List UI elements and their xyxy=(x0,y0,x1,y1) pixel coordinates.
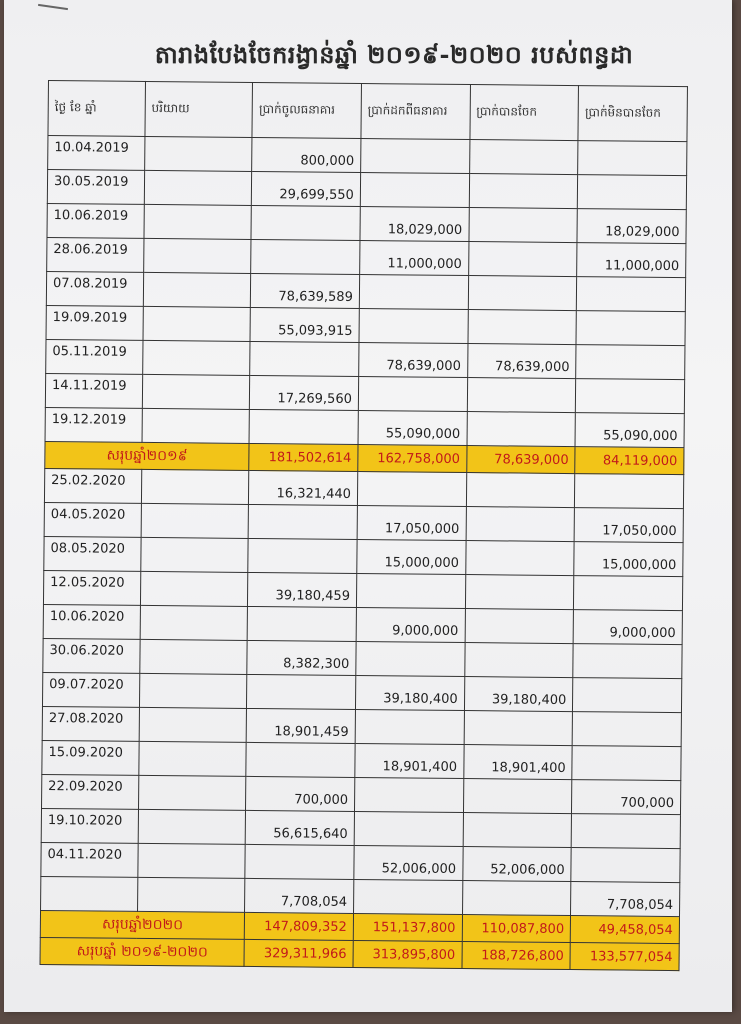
cell-shared: 39,180,400 xyxy=(464,677,573,712)
cell-withdraw xyxy=(356,573,465,608)
cell-desc xyxy=(141,503,249,538)
cell-date: 27.08.2020 xyxy=(42,706,139,741)
cell-deposit xyxy=(251,239,360,274)
cell-withdraw xyxy=(357,471,466,506)
cell-deposit: 17,269,560 xyxy=(250,375,359,410)
cell-withdraw: 11,000,000 xyxy=(360,241,469,276)
col-date: ថ្ងៃ ខែ ឆ្នាំ xyxy=(48,81,145,137)
total-label: សរុបឆ្នាំ២០១៩ xyxy=(45,441,250,470)
cell-shared xyxy=(466,507,575,542)
total-label: សរុបឆ្នាំ២០២០ xyxy=(40,910,245,939)
cell-shared xyxy=(468,310,577,345)
paper-mark xyxy=(38,4,68,10)
cell-withdraw: 18,901,400 xyxy=(355,743,464,778)
cell-desc xyxy=(144,204,252,239)
total-shared: 188,726,800 xyxy=(462,942,571,970)
cell-unshared: 15,000,000 xyxy=(574,542,683,577)
col-shared: ប្រាក់បានចែក xyxy=(470,85,579,141)
cell-shared xyxy=(465,541,574,576)
cell-unshared: 9,000,000 xyxy=(573,610,682,645)
cell-date: 09.07.2020 xyxy=(42,672,139,707)
document-title: តារាងបែងចែករង្វាន់ឆ្នាំ ២០១៩-២០២០ របស់ពន្ធដា xyxy=(154,40,634,69)
cell-shared xyxy=(464,643,573,678)
cell-withdraw xyxy=(360,173,469,208)
cell-withdraw: 17,050,000 xyxy=(357,505,466,540)
cell-shared xyxy=(469,208,578,243)
cell-date: 07.08.2019 xyxy=(46,271,143,306)
cell-deposit xyxy=(250,341,359,376)
cell-shared xyxy=(467,378,576,413)
cell-shared xyxy=(469,174,578,209)
cell-date: 19.10.2020 xyxy=(41,808,138,843)
cell-desc xyxy=(142,374,250,409)
total-deposit: 147,809,352 xyxy=(245,912,354,940)
cell-shared: 52,006,000 xyxy=(462,847,571,882)
cell-date: 19.12.2019 xyxy=(45,407,142,442)
cell-withdraw: 9,000,000 xyxy=(356,607,465,642)
cell-unshared xyxy=(578,141,687,176)
cell-shared xyxy=(466,473,575,508)
cell-shared xyxy=(463,813,572,848)
cell-date: 22.09.2020 xyxy=(42,774,139,809)
cell-deposit: 800,000 xyxy=(252,137,361,172)
cell-deposit: 39,180,459 xyxy=(248,572,357,607)
cell-withdraw xyxy=(354,777,463,812)
cell-withdraw: 55,090,000 xyxy=(358,410,467,445)
total-deposit: 181,502,614 xyxy=(249,443,358,471)
cell-date: 10.06.2019 xyxy=(47,203,144,238)
col-deposit: ប្រាក់ចូលធនាគារ xyxy=(252,82,361,138)
table-header-row xyxy=(48,81,687,142)
cell-deposit: 16,321,440 xyxy=(249,470,358,505)
cell-deposit xyxy=(251,205,360,240)
cell-unshared xyxy=(576,311,685,346)
total-withdraw: 162,758,000 xyxy=(358,444,467,472)
cell-deposit: 56,615,640 xyxy=(245,810,354,845)
cell-desc xyxy=(140,639,248,674)
col-unshared: ប្រាក់មិនបានចែក xyxy=(578,86,687,142)
cell-date: 10.04.2019 xyxy=(48,136,145,171)
cell-deposit: 18,901,459 xyxy=(246,708,355,743)
cell-date xyxy=(41,876,138,911)
total-unshared: 84,119,000 xyxy=(575,447,684,475)
cell-unshared xyxy=(572,746,681,781)
cell-unshared: 11,000,000 xyxy=(577,243,686,278)
cell-unshared: 700,000 xyxy=(572,780,681,815)
cell-unshared: 7,708,054 xyxy=(571,882,680,917)
col-withdrawal: ប្រាក់ដកពីធនាគារ xyxy=(361,84,470,140)
total-shared: 78,639,000 xyxy=(466,446,575,474)
cell-unshared xyxy=(575,474,684,509)
col-description: បរិយាយ xyxy=(145,81,253,137)
total-label: សរុបឆ្នាំ ២០១៩-២០២០ xyxy=(40,937,245,966)
cell-deposit xyxy=(247,674,356,709)
cell-desc xyxy=(143,306,251,341)
cell-desc xyxy=(144,136,252,171)
cell-deposit: 8,382,300 xyxy=(247,640,356,675)
cell-withdraw xyxy=(354,811,463,846)
cell-deposit: 29,699,550 xyxy=(252,171,361,206)
cell-shared xyxy=(462,881,571,916)
paper-sheet xyxy=(4,0,732,1012)
total-row xyxy=(40,937,679,970)
cell-unshared xyxy=(572,712,681,747)
total-shared: 110,087,800 xyxy=(462,915,571,943)
cell-date: 04.05.2020 xyxy=(44,502,141,537)
cell-shared xyxy=(464,711,573,746)
cell-unshared xyxy=(571,848,680,883)
cell-withdraw: 39,180,400 xyxy=(355,675,464,710)
cell-unshared xyxy=(571,814,680,849)
cell-unshared: 55,090,000 xyxy=(575,413,684,448)
cell-withdraw: 15,000,000 xyxy=(357,539,466,574)
cell-unshared xyxy=(576,345,685,380)
cell-unshared: 18,029,000 xyxy=(577,209,686,244)
cell-date: 30.05.2019 xyxy=(47,170,144,205)
cell-withdraw xyxy=(355,709,464,744)
cell-deposit: 78,639,589 xyxy=(251,273,360,308)
cell-shared xyxy=(468,276,577,311)
cell-desc xyxy=(139,741,247,776)
cell-desc xyxy=(143,238,251,273)
cell-unshared xyxy=(578,175,687,210)
cell-desc xyxy=(142,340,250,375)
cell-deposit: 55,093,915 xyxy=(250,307,359,342)
cell-date: 05.11.2019 xyxy=(46,339,143,374)
cell-desc xyxy=(139,673,247,708)
total-withdraw: 151,137,800 xyxy=(353,913,462,941)
cell-unshared: 17,050,000 xyxy=(574,508,683,543)
cell-desc xyxy=(143,272,251,307)
cell-date: 28.06.2019 xyxy=(47,237,144,272)
cell-date: 04.11.2020 xyxy=(41,842,138,877)
cell-desc xyxy=(138,775,246,810)
cell-withdraw xyxy=(361,139,470,174)
cell-desc xyxy=(137,877,245,912)
cell-desc xyxy=(144,170,252,205)
cell-desc xyxy=(139,707,247,742)
cell-deposit xyxy=(245,844,354,879)
total-deposit: 329,311,966 xyxy=(244,939,353,967)
cell-deposit xyxy=(247,606,356,641)
cell-desc xyxy=(138,809,246,844)
cell-date: 10.06.2020 xyxy=(43,604,140,639)
cell-date: 25.02.2020 xyxy=(44,468,141,503)
cell-desc xyxy=(141,469,249,504)
cell-date: 15.09.2020 xyxy=(42,740,139,775)
cell-withdraw xyxy=(353,879,462,914)
total-unshared: 49,458,054 xyxy=(571,916,680,944)
cell-withdraw xyxy=(356,641,465,676)
cell-unshared xyxy=(577,277,686,312)
cell-desc xyxy=(141,537,249,572)
cell-withdraw xyxy=(359,275,468,310)
cell-shared: 78,639,000 xyxy=(467,344,576,379)
reward-distribution-table xyxy=(40,80,688,971)
cell-shared xyxy=(465,609,574,644)
cell-deposit: 700,000 xyxy=(246,776,355,811)
total-unshared: 133,577,054 xyxy=(570,943,679,971)
cell-shared: 18,901,400 xyxy=(463,745,572,780)
cell-shared xyxy=(465,575,574,610)
cell-shared xyxy=(468,242,577,277)
cell-desc xyxy=(142,408,250,443)
cell-unshared xyxy=(574,576,683,611)
cell-unshared xyxy=(573,644,682,679)
cell-desc xyxy=(138,843,246,878)
cell-deposit xyxy=(249,409,358,444)
table-body xyxy=(40,136,687,971)
cell-deposit: 7,708,054 xyxy=(245,878,354,913)
cell-date: 30.06.2020 xyxy=(43,638,140,673)
cell-desc xyxy=(140,571,248,606)
cell-shared xyxy=(467,412,576,447)
cell-withdraw: 52,006,000 xyxy=(354,845,463,880)
cell-desc xyxy=(140,605,248,640)
cell-unshared xyxy=(573,678,682,713)
cell-withdraw xyxy=(359,308,468,343)
cell-deposit xyxy=(248,504,357,539)
cell-date: 12.05.2020 xyxy=(43,570,140,605)
cell-deposit xyxy=(248,538,357,573)
cell-unshared xyxy=(576,379,685,414)
cell-withdraw xyxy=(358,376,467,411)
cell-withdraw: 78,639,000 xyxy=(359,342,468,377)
total-withdraw: 313,895,800 xyxy=(353,940,462,968)
cell-date: 19.09.2019 xyxy=(46,305,143,340)
cell-date: 08.05.2020 xyxy=(44,536,141,571)
cell-shared xyxy=(463,779,572,814)
cell-deposit xyxy=(246,742,355,777)
cell-withdraw: 18,029,000 xyxy=(360,207,469,242)
cell-date: 14.11.2019 xyxy=(45,373,142,408)
cell-shared xyxy=(469,140,578,175)
